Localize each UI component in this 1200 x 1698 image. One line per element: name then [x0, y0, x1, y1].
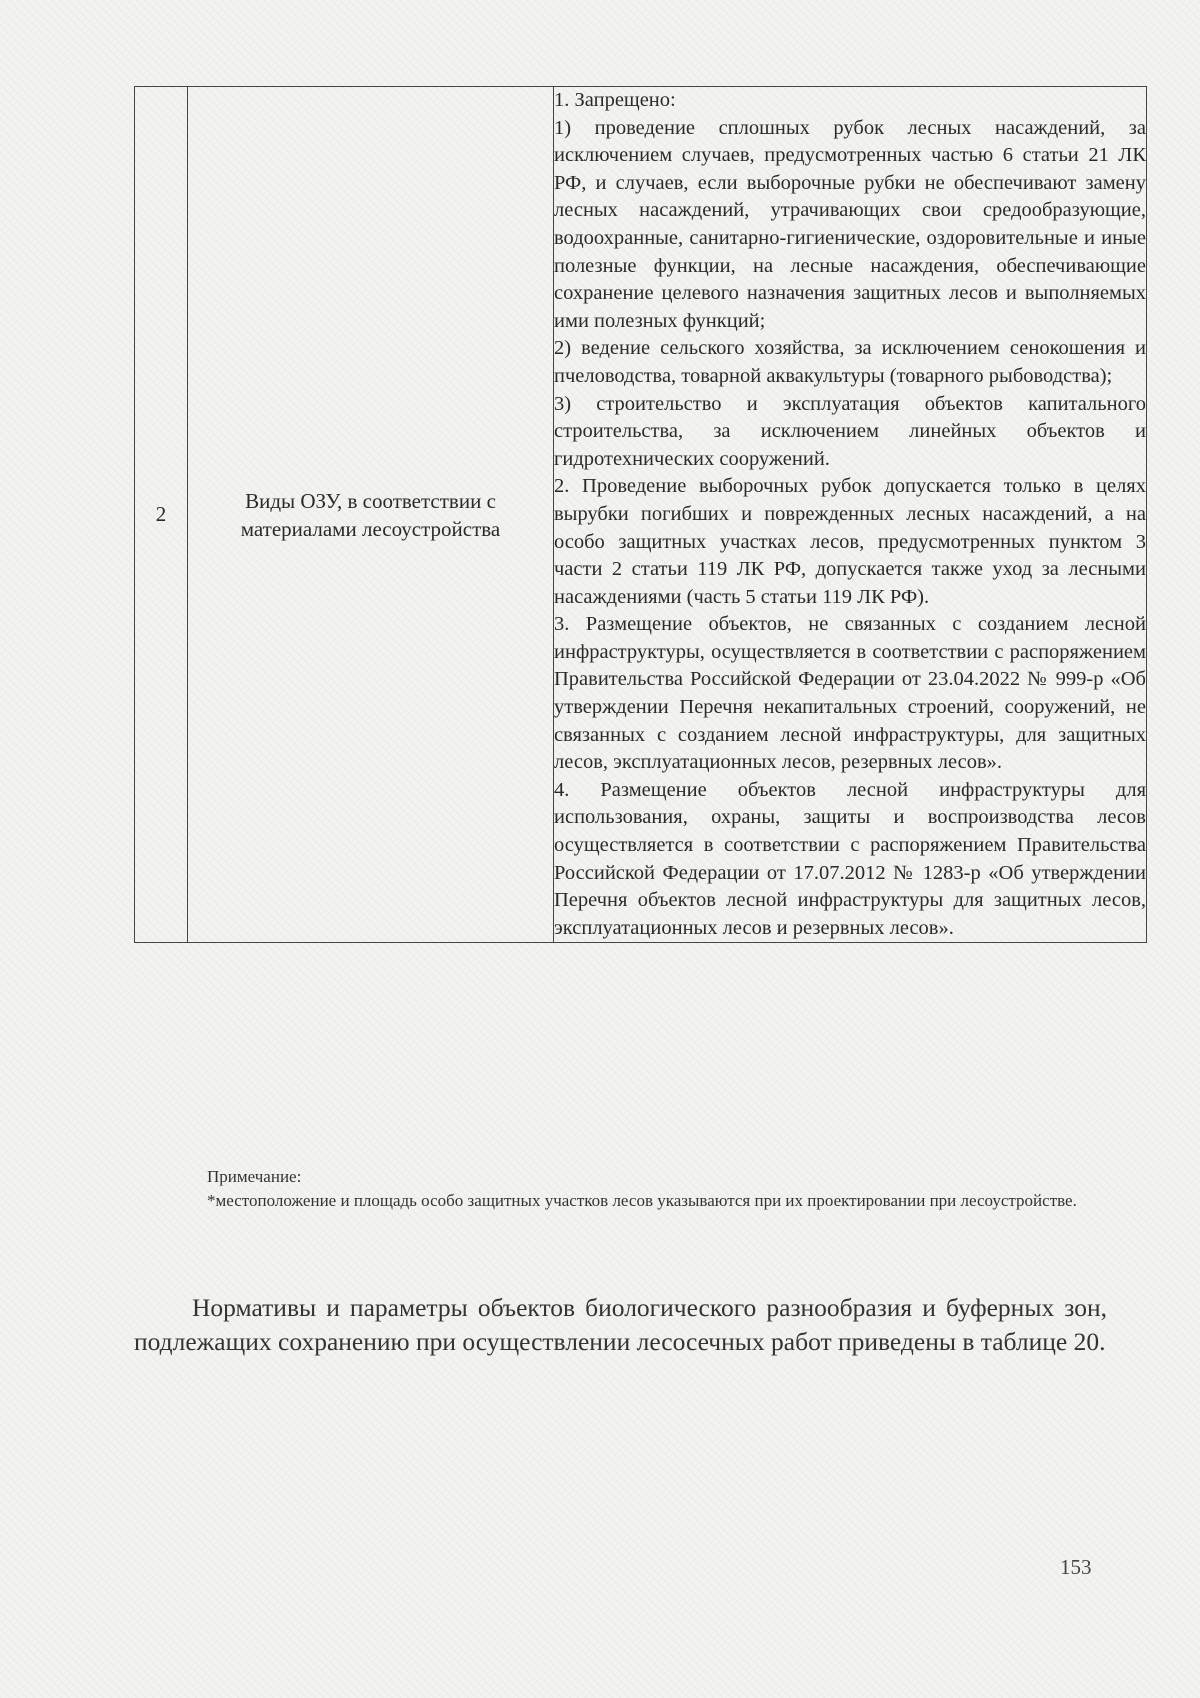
restriction-paragraph: 1) проведение сплошных рубок лесных насаждений, за исключением случаев, предусмотренных частью 6 статьи 21 ЛК РФ, и случаев, если выборочные рубки не обеспечивают замену лесных насаждений, утрачивающих свои средообразующие, водоохранные, санитарно-гигиенические, оздоровительные и иные полезные функции, на лесные насаждения, обеспечивающие сохранение целевого назначения защитных лесов и выполняемых ими полезных функций; [554, 116, 1146, 332]
table-note [134, 1165, 1107, 1213]
table-row [135, 87, 1147, 943]
note-label: Примечание: [207, 1167, 302, 1186]
row-number: 2 [135, 87, 188, 943]
body-paragraph: Нормативы и параметры объектов биологического разнообразия и буферных зон, подлежащих сохранению при осуществлении лесосечных работ приведены в таблице 20. [134, 1292, 1107, 1356]
restriction-paragraph: 2. Проведение выборочных рубок допускается только в целях вырубки погибших и поврежденных лесных насаждений, а на особо защитных участках лесов, предусмотренных пунктом 3 части 2 статьи 119 ЛК РФ, допускается также уход за лесными насаждениями (часть 5 статьи 119 ЛК РФ). [554, 475, 1146, 608]
page-number: 153 [1060, 1555, 1092, 1579]
restriction-paragraph: 1. Запрещено: [554, 89, 676, 111]
restriction-paragraph: 2) ведение сельского хозяйства, за исключением сенокошения и пчеловодства, товарной аквакультуры (товарного рыбоводства); [554, 337, 1146, 387]
restrictions-cell [554, 87, 1147, 943]
regulations-table [134, 86, 1147, 943]
restriction-paragraph: 3) строительство и эксплуатация объектов капитального строительства, за исключением линейных объектов и гидротехнических сооружений. [554, 392, 1146, 470]
protection-kind-cell: Виды ОЗУ, в соответствии с материалами лесоустройства [188, 87, 554, 943]
restriction-paragraph: 4. Размещение объектов лесной инфраструктуры для использования, охраны, защиты и воспроизводства лесов осуществляется в соответствии с распоряжением Правительства Российской Федерации от 17.07.2012 № 1283-р «Об утверждении Перечня объектов лесной инфраструктуры для защитных лесов, эксплуатационных лесов и резервных лесов». [554, 778, 1146, 939]
restriction-paragraph: 3. Размещение объектов, не связанных с созданием лесной инфраструктуры, осуществляется в соответствии с распоряжением Правительства Российской Федерации от 23.04.2022 № 999-р «Об утверждении Перечня некапитальных строений, сооружений, не связанных с созданием лесной инфраструктуры, для защитных лесов, эксплуатационных лесов, резервных лесов». [554, 613, 1146, 774]
note-text: *местоположение и площадь особо защитных участков лесов указываются при их проектировании при лесоустройстве. [207, 1191, 1077, 1210]
